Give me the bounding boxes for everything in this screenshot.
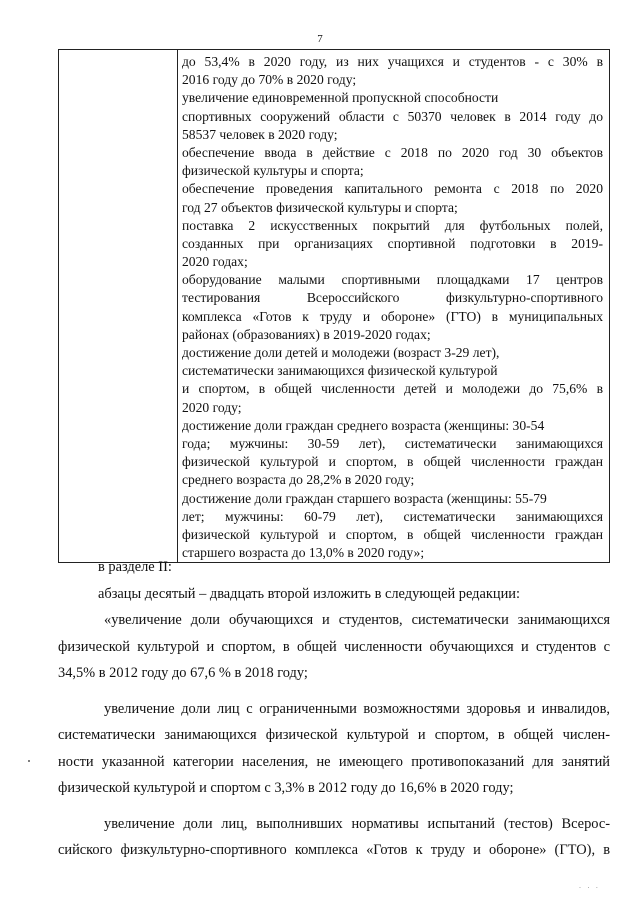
cell-line: физической культуры и спорта;	[182, 163, 364, 179]
cell-line: физической культурой и спортом, в общей численности граждан	[182, 526, 603, 542]
paragraph-line: физической культурой и спортом с 3,3% в 2012 году до 16,6% в 2020 году;	[58, 780, 514, 796]
cell-line: увеличение единовременной пропускной способности	[182, 90, 499, 106]
paragraph-line: увеличение доли лиц с ограниченными возможностями здоровья и инвалидов,	[104, 700, 610, 717]
cell-line: года; мужчины: 30-59 лет), систематически занимающихся	[182, 435, 603, 451]
cell-line: спортивных сооружений области с 50370 человек в 2014 году до	[182, 108, 603, 124]
cell-line: тестирования Всероссийского физкультурно-спортивного	[182, 290, 603, 306]
cell-line: обеспечение ввода в действие с 2018 по 2020 год 30 объектов	[182, 144, 603, 160]
cell-line: 58537 человек в 2020 году;	[182, 126, 338, 142]
body-text	[58, 554, 610, 864]
cell-line: физической культурой и спортом, в общей численности граждан	[182, 454, 603, 470]
table-left-cell	[59, 50, 178, 563]
cell-line: районах (образованиях) в 2019-2020 годах;	[182, 326, 431, 342]
program-indicators-table	[58, 49, 610, 563]
cell-line: и спортом, в общей численности детей и молодежи до 75,6% в	[182, 381, 603, 397]
cell-line: достижение доли детей и молодежи (возраст 3-29 лет),	[182, 345, 500, 360]
cell-line: систематически занимающихся физической культурой	[182, 363, 498, 379]
cell-text	[178, 50, 609, 562]
cell-line: до 53,4% в 2020 году, из них учащихся и студентов - с 30% в	[182, 54, 603, 69]
cell-line: обеспечение проведения капитального ремонта с 2018 по 2020	[182, 181, 603, 197]
paragraph-line: физической культурой и спортом, в общей численности обучающихся и студентов с	[58, 638, 610, 655]
cell-line: старшего возраста до 13,0% в 2020 году»;	[182, 545, 425, 561]
table-right-cell	[178, 50, 610, 563]
cell-line: среднего возраста до 28,2% в 2020 году;	[182, 472, 415, 488]
cell-line: 2020 году;	[182, 399, 242, 415]
cell-line: лет; мужчины: 60-79 лет), систематически занимающихся	[182, 508, 603, 524]
page-number: 7	[317, 33, 323, 45]
section-heading: в разделе II:	[98, 559, 172, 575]
paragraph-line: систематически занимающихся физической культурой и спортом, в общей числен-	[58, 727, 610, 743]
footer-mark: · · ·	[578, 884, 600, 892]
paragraph-line: увеличение доли лиц, выполнивших нормативы испытаний (тестов) Всерос-	[104, 815, 610, 832]
scan-dot	[28, 760, 30, 762]
cell-line: 2020 годах;	[182, 254, 248, 270]
cell-line: комплекса «Готов к труду и обороне» (ГТО) в муниципальных	[182, 308, 603, 324]
cell-line: достижение доли граждан среднего возраста (женщины: 30-54	[182, 417, 545, 433]
cell-line: оборудование малыми спортивными площадками 17 центров	[182, 272, 603, 288]
cell-line: поставка 2 искусственных покрытий для футбольных полей,	[182, 217, 603, 233]
cell-line: достижение доли граждан старшего возраста (женщины: 55-79	[182, 490, 547, 506]
paragraph-line: абзацы десятый – двадцать второй изложить в следующей редакции:	[98, 585, 520, 602]
cell-line: 2016 году до 70% в 2020 году;	[182, 72, 357, 88]
cell-line: созданных при организациях спортивной подготовки в 2019-	[182, 235, 603, 251]
cell-line: год 27 объектов физической культуры и спорта;	[182, 199, 458, 215]
paragraph-line: «увеличение доли обучающихся и студентов, систематически занимающихся	[104, 612, 610, 628]
paragraph-line: 34,5% в 2012 году до 67,6 % в 2018 году;	[58, 665, 308, 681]
paragraph-line: сийского физкультурно-спортивного комплекса «Готов к труду и обороне» (ГТО), в	[58, 842, 610, 858]
paragraph-line: ности указанной категории населения, не имеющего противопоказаний для занятий	[58, 753, 610, 770]
